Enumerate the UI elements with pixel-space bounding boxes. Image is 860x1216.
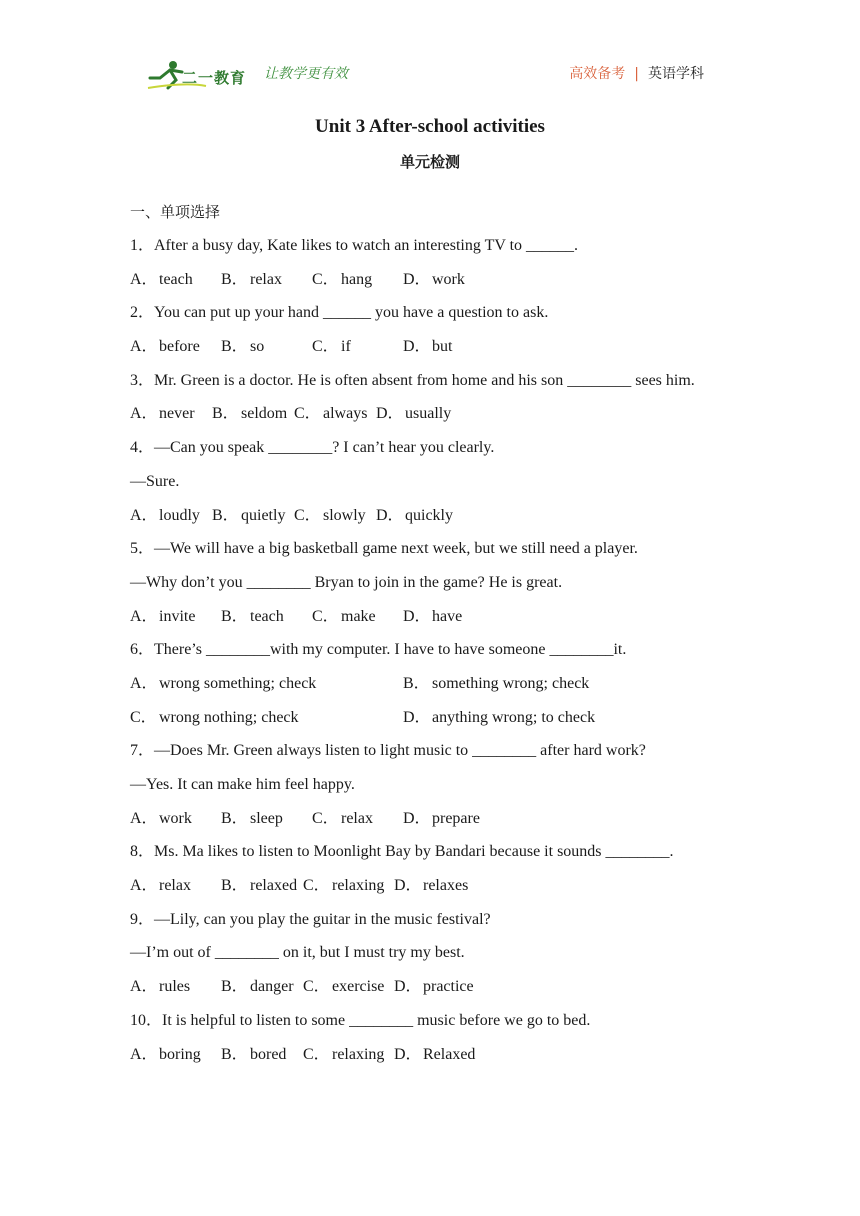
option <box>312 802 403 836</box>
option-letter: C． <box>303 978 330 996</box>
option <box>130 802 221 836</box>
option-text: relaxed <box>250 877 298 895</box>
question-stem: 8．Ms. Ma likes to listen to Moonlight Bay by Bandari because it sounds ________. <box>130 843 674 861</box>
option <box>403 263 494 297</box>
option-letter: D． <box>394 877 422 895</box>
option <box>130 263 221 297</box>
option-text: if <box>341 338 351 356</box>
option-letter: D． <box>394 978 422 996</box>
header-right <box>569 63 704 83</box>
option-letter: C． <box>312 338 339 356</box>
option-letter: D． <box>376 506 404 524</box>
option-letter: C． <box>312 270 339 288</box>
option-text: before <box>159 338 200 356</box>
option-letter: B． <box>221 338 248 356</box>
option-letter: D． <box>394 1045 422 1063</box>
option <box>130 397 212 431</box>
option <box>403 600 494 634</box>
option-letter: B． <box>212 405 239 423</box>
option <box>221 1038 303 1072</box>
option-text: work <box>159 809 192 827</box>
option <box>212 499 294 533</box>
option-text: have <box>432 607 463 625</box>
option-letter: B． <box>221 978 248 996</box>
option <box>130 667 403 701</box>
option-text: but <box>432 338 453 356</box>
option-letter: B． <box>221 877 248 895</box>
option-text: relaxing <box>332 877 385 895</box>
page-title: Unit 3 After-school activities <box>315 116 545 137</box>
page-header <box>0 0 860 100</box>
options-row <box>130 970 732 1004</box>
option <box>130 869 221 903</box>
option-text: loudly <box>159 506 200 524</box>
question-stem: 7．—Does Mr. Green always listen to light music to ________ after hard work? <box>130 742 646 760</box>
option-text: relaxing <box>332 1045 385 1063</box>
option-text: so <box>250 338 265 356</box>
option-text: wrong nothing; check <box>159 708 299 726</box>
option-letter: A． <box>130 674 158 692</box>
option-text: slowly <box>323 506 366 524</box>
option-letter: D． <box>403 809 431 827</box>
option-text: quietly <box>241 506 286 524</box>
option-letter: C． <box>303 877 330 895</box>
option-letter: B． <box>212 506 239 524</box>
option-letter: C． <box>294 405 321 423</box>
question-reply: —Why don’t you ________ Bryan to join in the game? He is great. <box>130 573 563 591</box>
slogan: 让教学更有效 <box>264 66 348 82</box>
option <box>221 600 312 634</box>
option <box>221 970 303 1004</box>
question-stem: 9．—Lily, can you play the guitar in the music festival? <box>130 910 491 928</box>
option-text: relax <box>159 877 191 895</box>
option-text: relax <box>341 809 373 827</box>
question-stem: 3．Mr. Green is a doctor. He is often absent from home and his son ________ sees him. <box>130 371 695 389</box>
option <box>394 1038 485 1072</box>
option-text: bored <box>250 1045 287 1063</box>
option-letter: C． <box>312 809 339 827</box>
option-text: prepare <box>432 809 480 827</box>
option <box>130 499 212 533</box>
option-letter: B． <box>221 607 248 625</box>
option <box>221 802 312 836</box>
option <box>312 600 403 634</box>
options-row <box>130 1038 732 1072</box>
option-letter: A． <box>130 405 158 423</box>
option <box>394 970 485 1004</box>
option-text: rules <box>159 978 191 996</box>
section-heading: 一、单项选择 <box>130 203 221 221</box>
option <box>130 600 221 634</box>
option-text: usually <box>405 405 452 423</box>
option-text: never <box>159 405 195 423</box>
question-stem: 1．After a busy day, Kate likes to watch an interesting TV to ______. <box>130 237 579 254</box>
question-reply: —I’m out of ________ on it, but I must try my best. <box>130 944 465 962</box>
option-letter: D． <box>403 607 431 625</box>
option <box>312 263 403 297</box>
option <box>303 1038 394 1072</box>
option-letter: D． <box>403 338 431 356</box>
option-letter: C． <box>130 708 157 726</box>
option-text: Relaxed <box>423 1045 476 1063</box>
option-text: something wrong; check <box>432 674 590 692</box>
option-text: always <box>323 405 368 423</box>
option-text: hang <box>341 270 373 288</box>
option-text: relax <box>250 270 282 288</box>
option-text: sleep <box>250 809 283 827</box>
option-text: wrong something; check <box>159 674 317 692</box>
option-text: invite <box>159 607 196 625</box>
question-stem: 5．—We will have a big basketball game next week, but we still need a player. <box>130 540 638 558</box>
option-letter: A． <box>130 338 158 356</box>
option <box>312 330 403 364</box>
options-row <box>130 869 732 903</box>
options-row <box>130 330 732 364</box>
option <box>403 802 494 836</box>
header-subject: 英语学科 <box>648 66 704 82</box>
question-stem: 4．—Can you speak ________? I can’t hear you clearly. <box>130 439 495 457</box>
option-letter: A． <box>130 978 158 996</box>
option <box>130 330 221 364</box>
option-letter: B． <box>403 674 430 692</box>
option-text: boring <box>159 1045 201 1063</box>
option-letter: A． <box>130 877 158 895</box>
option-letter: D． <box>403 270 431 288</box>
option <box>303 970 394 1004</box>
option-text: relaxes <box>423 877 469 895</box>
option <box>130 1038 221 1072</box>
option <box>303 869 394 903</box>
header-tag: 高效备考 <box>569 66 626 82</box>
options-row <box>130 263 732 297</box>
option-text: danger <box>250 978 294 996</box>
option-letter: C． <box>312 607 339 625</box>
option-text: teach <box>159 270 193 288</box>
option-letter: A． <box>130 1045 158 1063</box>
options-row <box>130 802 732 836</box>
option <box>403 330 494 364</box>
option-text: work <box>432 270 465 288</box>
option-text: exercise <box>332 978 385 996</box>
option <box>376 499 458 533</box>
option-text: anything wrong; to check <box>432 708 596 726</box>
option <box>130 970 221 1004</box>
option-letter: A． <box>130 506 158 524</box>
option <box>221 330 312 364</box>
option-text: practice <box>423 978 474 996</box>
option <box>294 499 376 533</box>
option-letter: B． <box>221 270 248 288</box>
option-letter: B． <box>221 1045 248 1063</box>
option <box>376 397 458 431</box>
question-reply: —Sure. <box>130 472 180 490</box>
options-row <box>130 701 732 735</box>
option <box>403 701 676 735</box>
option-letter: A． <box>130 607 158 625</box>
question-stem: 2．You can put up your hand ______ you have a question to ask. <box>130 304 549 322</box>
question-list <box>130 229 732 1071</box>
options-row <box>130 397 732 431</box>
option <box>221 869 303 903</box>
header-separator: | <box>634 66 639 82</box>
option-letter: A． <box>130 809 158 827</box>
option-letter: D． <box>403 708 431 726</box>
options-row <box>130 600 732 634</box>
question-reply: —Yes. It can make him feel happy. <box>130 776 355 794</box>
option-text: make <box>341 607 376 625</box>
option <box>212 397 294 431</box>
option-text: teach <box>250 607 284 625</box>
option-letter: C． <box>294 506 321 524</box>
option-text: quickly <box>405 506 453 524</box>
option-text: seldom <box>241 405 288 423</box>
option <box>221 263 312 297</box>
option <box>294 397 376 431</box>
option <box>130 701 403 735</box>
option-letter: C． <box>303 1045 330 1063</box>
question-stem: 6．There’s ________with my computer. I have to have someone ________it. <box>130 641 627 659</box>
page-subtitle: 单元检测 <box>399 153 460 171</box>
option <box>403 667 676 701</box>
option-letter: D． <box>376 405 404 423</box>
logo-text: 二一教育 <box>182 69 247 87</box>
option-letter: A． <box>130 270 158 288</box>
option <box>394 869 485 903</box>
options-row <box>130 667 732 701</box>
option-letter: B． <box>221 809 248 827</box>
question-stem: 10．It is helpful to listen to some ________ music before we go to bed. <box>130 1011 591 1029</box>
options-row <box>130 499 732 533</box>
